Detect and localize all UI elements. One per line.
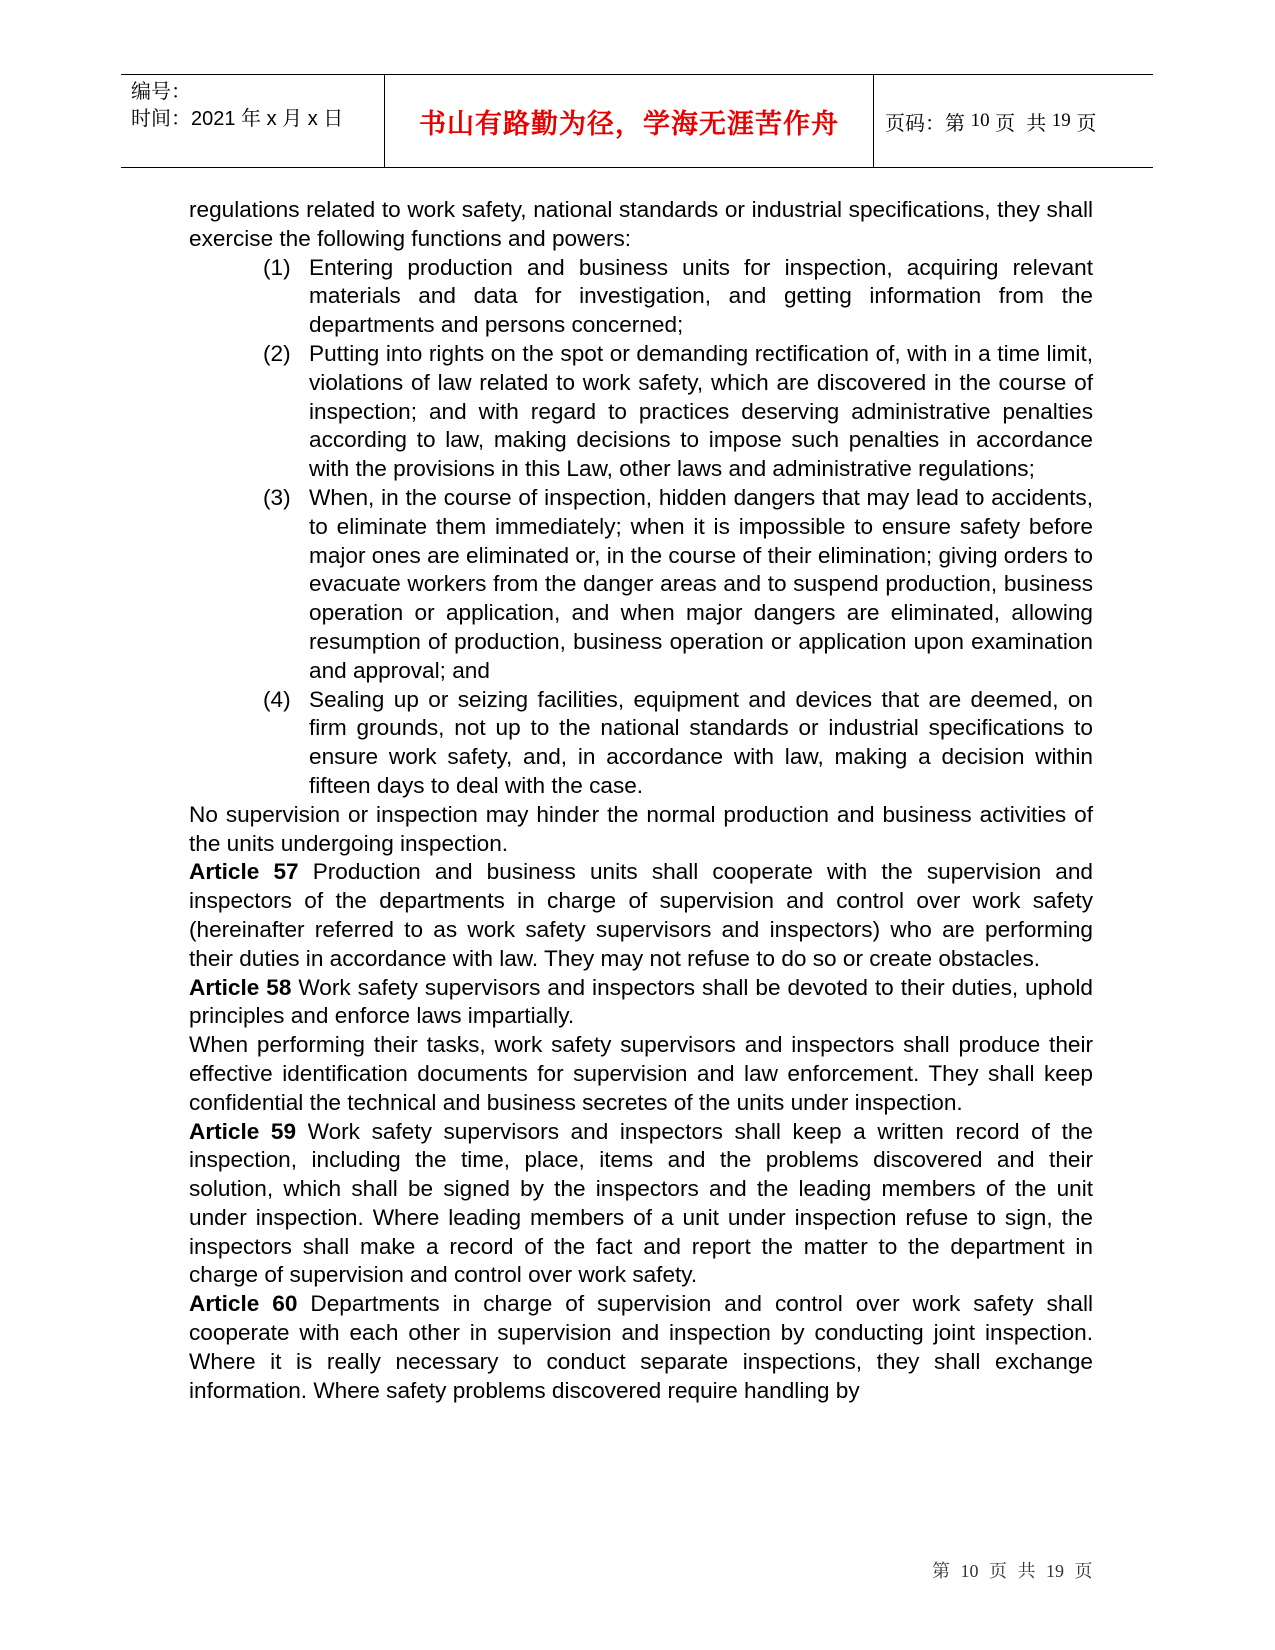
article-label: Article 59: [189, 1118, 297, 1144]
list-marker: (4): [263, 686, 291, 712]
article-text: Work safety supervisors and inspectors shall keep a written record of the inspection, including the time, place, items and the problems discovered and their solution, which shall be signed by the inspectors and the leading members of the unit under inspection. Where leading members of a unit under inspection refuse to sign, the inspectors shall make a record of the fact and report the matter to the department in charge of supervision and control over work safety.: [189, 1118, 1093, 1288]
header-page-info: [874, 75, 1153, 167]
page-mid: 页 共: [989, 112, 1052, 135]
list-item: [263, 686, 1093, 801]
list-item-text: When, in the course of inspection, hidden dangers that may lead to accidents, to eliminate them immediately; when it is impossible to ensure safety before major ones are eliminated or, in the course of their elimination; giving orders to evacuate workers from the danger areas and to suspend production, business operation or application, and when major dangers are eliminated, allowing resumption of production, business operation or application upon examination and approval; and: [309, 484, 1093, 683]
motto-text: 书山有路勤为径，学海无涯苦作舟: [419, 108, 839, 140]
article-label: Article 57: [189, 859, 299, 885]
page-current: 10: [970, 110, 990, 131]
list-marker: (1): [263, 254, 291, 280]
list-item-text: Entering production and business units for inspection, acquiring relevant materials and data for investigation, and getting information from the departments and persons concerned;: [309, 254, 1093, 338]
article-paragraph: [189, 858, 1093, 973]
article-label: Article 60: [189, 1291, 298, 1317]
list-item: [263, 254, 1093, 340]
header-meta: [121, 75, 385, 167]
header-motto: [385, 75, 874, 167]
page-footer: 第 10 页 共 19 页: [932, 1561, 1093, 1581]
article-paragraph: [189, 1290, 1093, 1405]
document-body: [189, 196, 1093, 1405]
article-label: Article 58: [189, 974, 292, 1000]
article-text: Production and business units shall cooperate with the supervision and inspectors of the departments in charge of supervision and control over work safety (hereinafter referred to as work safety supervisors and inspectors) who are performing their duties in accordance with law. They may not refuse to do so or create obstacles.: [189, 859, 1093, 971]
intro-paragraph: regulations related to work safety, national standards or industrial specifications, they shall exercise the following functions and powers:: [189, 197, 1093, 251]
list-item: [263, 340, 1093, 484]
list-item-text: Putting into rights on the spot or demanding rectification of, with in a time limit, violations of law related to work safety, which are discovered in the course of inspection; and with regard to practices deserving administrative penalties according to law, making decisions to impose such penalties in accordance with the provisions in this Law, other laws and administrative regulations;: [309, 340, 1093, 482]
article-paragraph: [189, 974, 1093, 1032]
page-prefix: 页码：第: [885, 112, 971, 135]
paragraph: When performing their tasks, work safety supervisors and inspectors shall produce their effective identification documents for supervision and law enforcement. They shall keep confidential the technical and business secretes of the units under inspection.: [189, 1032, 1093, 1115]
article-paragraph: [189, 1118, 1093, 1291]
document-number-label: 编号：: [131, 81, 191, 103]
page-header: [121, 74, 1153, 168]
list-marker: (2): [263, 340, 291, 366]
list-item: [263, 484, 1093, 686]
closing-paragraph: No supervision or inspection may hinder the normal production and business activities of the units undergoing inspection.: [189, 801, 1093, 856]
document-time-label: 时间：2021 年 x 月 x 日: [131, 108, 344, 130]
list-marker: (3): [263, 484, 291, 510]
list-item-text: Sealing up or seizing facilities, equipment and devices that are deemed, on firm grounds, not up to the national standards or industrial specifications to ensure work safety, and, in accordance with law, making a decision within fifteen days to deal with the case.: [309, 686, 1093, 798]
page-total: 19: [1051, 110, 1071, 131]
article-text: Departments in charge of supervision and control over work safety shall cooperate with each other in supervision and inspection by conducting joint inspection. Where it is really necessary to conduct separate inspections, they shall exchange information. Where safety problems discovered require handling by: [189, 1291, 1093, 1403]
article-text: Work safety supervisors and inspectors shall be devoted to their duties, uphold principles and enforce laws impartially.: [189, 974, 1093, 1029]
page-suffix: 页: [1070, 112, 1097, 135]
